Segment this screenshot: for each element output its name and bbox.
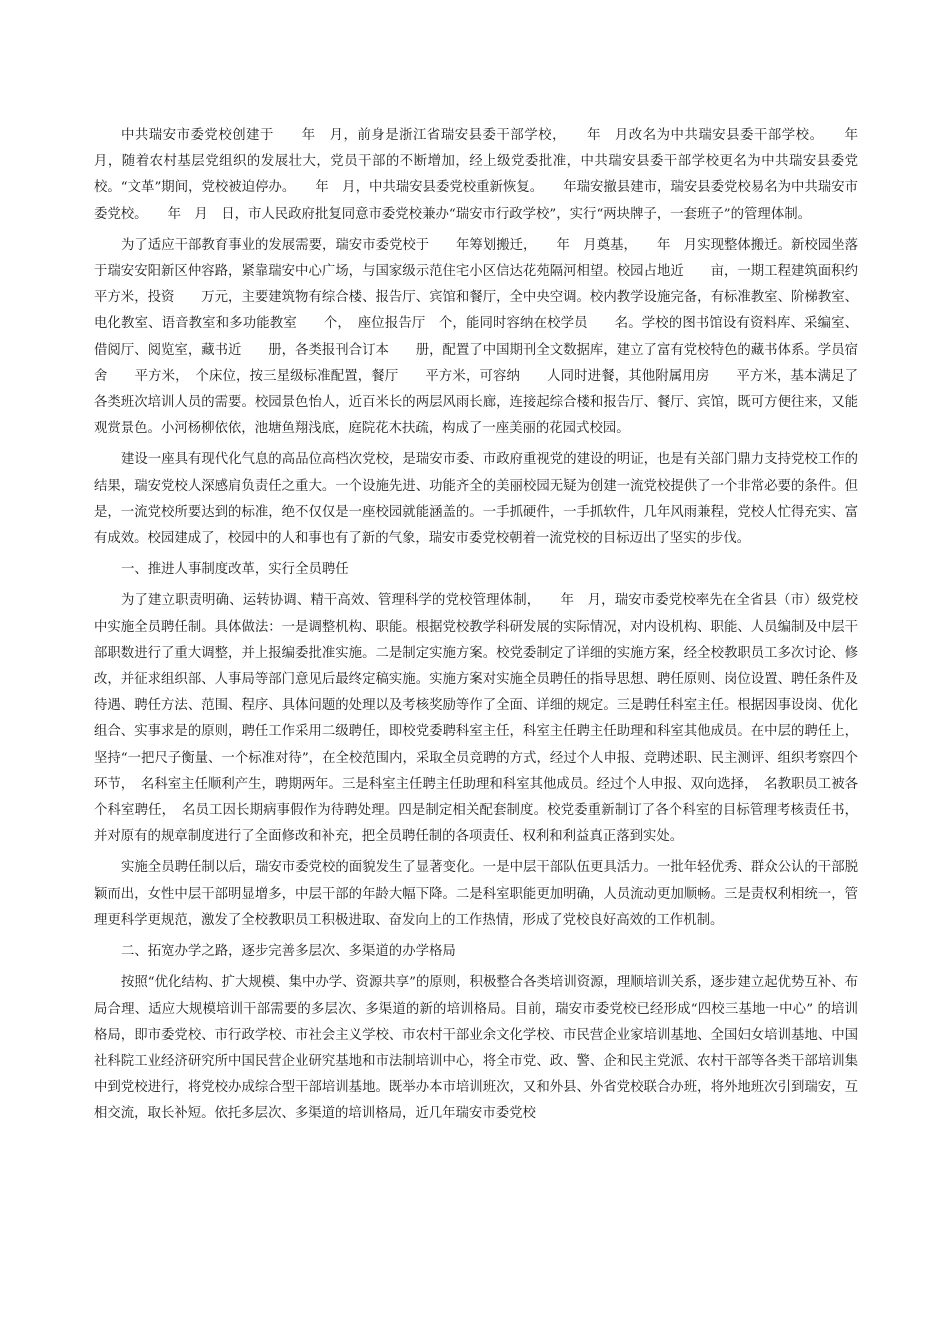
- document-page: [94, 123, 885, 1133]
- paragraph-full-appointment: 为了建立职责明确、运转协调、精干高效、管理科学的党校管理体制， 年 月，瑞安市委党校率先在全省县（市）级党校中实施全员聘任制。具体做法：一是调整机构、职能。根据党校教学科研发展的实际情况，对内设机构、职能、人员编制及中层干部职数进行了重大调整，并上报编委批准实施。二是制定实施方案。校党委制定了详细的实施方案，经全校教职员工多次讨论、修改，并征求组织部、人事局等部门意见后最终定稿实施。实施方案对实施全员聘任的指导思想、聘任原则、岗位设置、聘任条件及待遇、聘任方法、范围、程序、具体问题的处理以及考核奖励等作了全面、详细的规定。三是聘任科室主任。根据因事设岗、优化组合、实事求是的原则，聘任工作采用二级聘任，即校党委聘科室主任，科室主任聘主任助理和科室其他成员。在中层的聘任上，坚持“一把尺子衡量、一个标准对待”，在全校范围内，采取全员竞聘的方式，经过个人申报、竞聘述职、民主测评、组织考察四个环节， 名科室主任顺利产生，聘期两年。三是科室主任聘主任助理和科室其他成员。经过个人申报、双向选择， 名教职员工被各个科室聘任， 名员工因长期病事假作为待聘处理。四是制定相关配套制度。校党委重新制订了各个科室的目标管理考核责任书，并对原有的规章制度进行了全面修改和补充，把全员聘任制的各项责任、权利和利益真正落到实处。: [94, 593, 858, 845]
- paragraph-appointment-results: 实施全员聘任制以后，瑞安市委党校的面貌发生了显著变化。一是中层干部队伍更具活力。一批年轻优秀、群众公认的干部脱颖而出，女性中层干部明显增多，中层干部的年龄大幅下降。二是科室职能更加明确，人员流动更加顺畅。三是责权利相统一，管理更科学更规范，激发了全校教职员工积极进取、奋发向上的工作热情，形成了党校良好高效的工作机制。: [94, 860, 858, 928]
- paragraph-campus: 为了适应干部教育事业的发展需要，瑞安市委党校于 年筹划搬迁， 年 月奠基， 年 月实现整体搬迁。新校园坐落于瑞安安阳新区仲容路，紧靠瑞安中心广场，与国家级示范住宅小区信达花苑隔河相望。校园占地近 亩，一期工程建筑面积约 平方米，投资 万元，主要建筑物有综合楼、报告厅、宾馆和餐厅，全中央空调。校内教学设施完备，有标准教室、阶梯教室、电化教室、语音教室和多功能教室 个， 座位报告厅 个，能同时容纳在校学员 名。学校的图书馆设有资料库、采编室、借阅厅、阅览室，藏书近 册，各类报刊合订本 册，配置了中国期刊全文数据库，建立了富有党校特色的藏书体系。学员宿舍 平方米， 个床位，按三星级标准配置，餐厅 平方米，可容纳 人同时进餐，其他附属用房 平方米，基本满足了各类班次培训人员的需要。校园景色怡人，近百米长的两层风雨长廊，连接起综合楼和报告厅、餐厅、宾馆，既可方便往来，又能观赏景色。小河杨柳依依，池塘鱼翔浅底，庭院花木扶疏，构成了一座美丽的花园式校园。: [94, 237, 885, 437]
- paragraph-training-pattern: 按照“优化结构、扩大规模、集中办学、资源共享”的原则，积极整合各类培训资源，理顺培训关系，逐步建立起优势互补、布局合理、适应大规模培训干部需要的多层次、多渠道的新的培训格局。目前，瑞安市委党校已经形成“四校三基地一中心” 的培训格局，即市委党校、市行政学校、市社会主义学校、市农村干部业余文化学校、市民营企业家培训基地、全国妇女培训基地、中国社科院工业经济研究所中国民营企业研究基地和市法制培训中心，将全市党、政、警、企和民主党派、农村干部等各类干部培训集中到党校进行，将党校办成综合型干部培训基地。既举办本市培训班次，又和外县、外省党校联合办班，将外地班次引到瑞安，互相交流，取长补短。依托多层次、多渠道的培训格局，近几年瑞安市委党校: [94, 975, 858, 1122]
- section-heading-school-pattern: 二、拓宽办学之路，逐步完善多层次、多渠道的办学格局: [121, 944, 456, 960]
- paragraph-history: 中共瑞安市委党校创建于 年 月，前身是浙江省瑞安县委干部学校， 年 月改名为中共瑞安县委干部学校。 年 月，随着农村基层党组织的发展壮大，党员干部的不断增加，经上级党委批准，中共瑞安县委干部学校更名为中共瑞安县委党校。“文革”期间，党校被迫停办。 年 月，中共瑞安县委党校重新恢复。 年瑞安撤县建市，瑞安县委党校易名为中共瑞安市委党校。 年 月 日，市人民政府批复同意市委党校兼办“瑞安市行政学校”，实行“两块牌子，一套班子”的管理体制。: [94, 128, 872, 222]
- section-heading-personnel-reform: 一、推进人事制度改革，实行全员聘任: [121, 562, 349, 578]
- paragraph-development: 建设一座具有现代化气息的高品位高档次党校，是瑞安市委、市政府重视党的建设的明证，也是有关部门鼎力支持党校工作的结果，瑞安党校人深感肩负责任之重大。一个设施先进、功能齐全的美丽校园无疑为创建一流党校提供了一个非常必要的条件。但是，一流党校所要达到的标准，绝不仅仅是一座校园就能涵盖的。一手抓硬件，一手抓软件，几年风雨兼程，党校人忙得充实、富有成效。校园建成了，校园中的人和事也有了新的气象，瑞安市委党校朝着一流党校的目标迈出了坚实的步伐。: [94, 452, 858, 547]
